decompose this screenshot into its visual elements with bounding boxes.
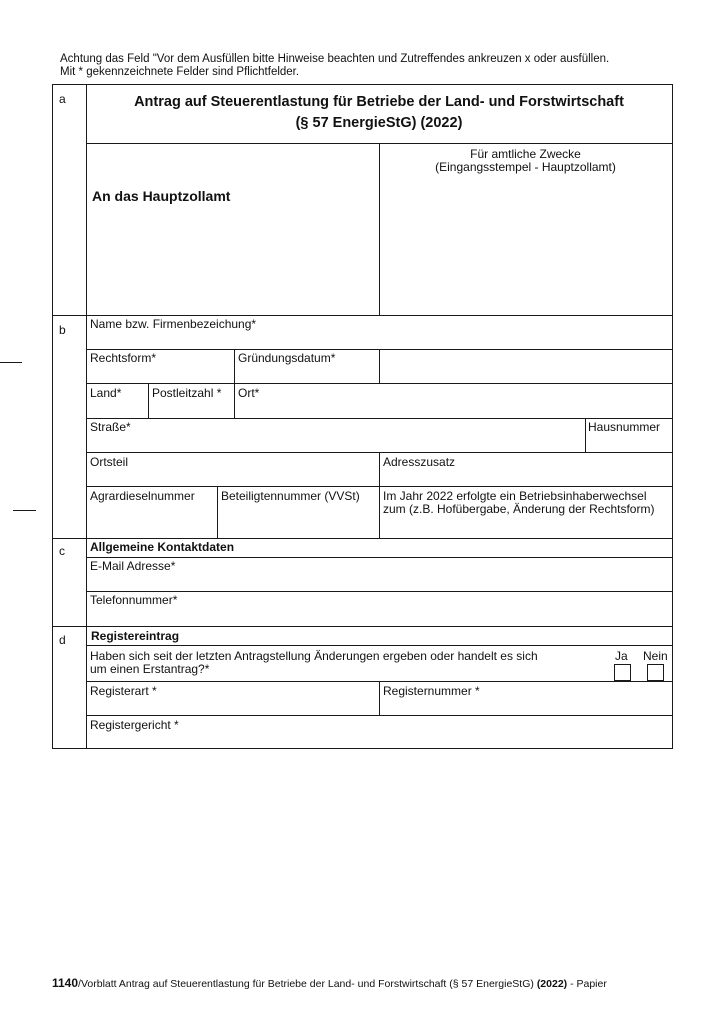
registernummer-field[interactable] (380, 699, 671, 714)
stamp-area (380, 176, 671, 314)
registergericht-label: Registergericht * (90, 718, 179, 732)
section-letter-c: c (59, 544, 65, 558)
nein-label: Nein (643, 649, 668, 663)
footer-year: (2022) (536, 978, 568, 990)
registereintrag-question: Haben sich seit der letzten Antragstellung Änderungen ergeben oder handelt es sich (90, 649, 538, 663)
email-label: E-Mail Adresse* (90, 559, 176, 573)
section-letter-a: a (59, 92, 66, 106)
beteiligtennummer-label: Beteiligtennummer (VVSt) (221, 489, 360, 503)
ortsteil-label: Ortsteil (90, 455, 129, 469)
telefon-field[interactable] (87, 608, 671, 625)
beteiligtennummer-field[interactable] (218, 504, 378, 537)
email-field[interactable] (87, 574, 671, 590)
betriebsinhaberwechsel-field[interactable] (380, 517, 671, 537)
footer (52, 976, 607, 990)
registereintrag-heading: Registereintrag (91, 629, 180, 643)
betriebsinhaberwechsel-hint: zum (z.B. Hofübergabe, Änderung der Rechtsform) (383, 502, 655, 516)
official-use-label: Für amtliche Zwecke (470, 147, 581, 161)
ort-label: Ort* (238, 386, 260, 400)
strasse-label: Straße* (90, 420, 131, 434)
registergericht-field[interactable] (87, 733, 671, 747)
hauptzollamt-field[interactable] (87, 208, 378, 314)
notice-line-2: Mit * gekennzeichnete Felder sind Pflichtfelder. (60, 66, 300, 78)
rechtsform-field[interactable] (87, 366, 233, 382)
name-field[interactable] (87, 332, 671, 348)
hausnummer-field[interactable] (586, 435, 671, 451)
form-subtitle: (§ 57 EnergieStG) (2022) (295, 115, 463, 131)
official-stamp-label: (Eingangsstempel - Hauptzollamt) (435, 160, 616, 174)
notice-line-1: Achtung das Feld "Vor dem Ausfüllen bitte Hinweise beachten und Zutreffendes ankreuzen x oder ausfüllen. (60, 53, 610, 65)
gruendungsdatum-field[interactable] (380, 350, 671, 382)
strasse-field[interactable] (87, 435, 584, 451)
registerart-label: Registerart * (90, 684, 157, 698)
section-letter-d: d (59, 633, 66, 647)
margin-tick (13, 510, 36, 511)
postleitzahl-field[interactable] (149, 401, 233, 417)
margin-tick (0, 362, 22, 363)
section-letter-b: b (59, 323, 66, 337)
rechtsform-label: Rechtsform* (90, 351, 157, 365)
registerart-field[interactable] (87, 699, 378, 714)
ja-checkbox[interactable] (614, 664, 631, 681)
ortsteil-field[interactable] (87, 470, 378, 485)
hausnummer-label: Hausnummer (588, 420, 661, 434)
nein-checkbox[interactable] (647, 664, 664, 681)
form-title: Antrag auf Steuerentlastung für Betriebe der Land- und Forstwirtschaft (134, 94, 624, 110)
registernummer-label: Registernummer * (383, 684, 480, 698)
land-field[interactable] (87, 401, 147, 417)
name-label: Name bzw. Firmenbezeichung* (90, 317, 257, 331)
agrardieselnummer-label: Agrardieselnummer (90, 489, 195, 503)
footer-text: /Vorblatt Antrag auf Steuerentlastung für Betriebe der Land- und Forstwirtschaft (§ 57 EnergieStG) (78, 978, 537, 990)
land-label: Land* (90, 386, 122, 400)
kontaktdaten-heading: Allgemeine Kontaktdaten (90, 540, 235, 554)
gruendungsdatum-label: Gründungsdatum* (238, 351, 336, 365)
adresszusatz-label: Adresszusatz (383, 455, 456, 469)
postleitzahl-label: Postleitzahl * (152, 386, 222, 400)
agrardieselnummer-field[interactable] (87, 504, 216, 537)
adresszusatz-field[interactable] (380, 470, 671, 485)
telefon-label: Telefonnummer* (90, 593, 178, 607)
betriebsinhaberwechsel-label: Im Jahr 2022 erfolgte ein Betriebsinhaberwechsel (383, 489, 647, 503)
footer-suffix: - Papier (567, 978, 607, 990)
form-number: 1140 (52, 976, 79, 990)
recipient-label: An das Hauptzollamt (92, 188, 231, 204)
ja-label: Ja (615, 649, 628, 663)
registereintrag-question-cont: um einen Erstantrag?* (90, 662, 210, 676)
ort-field[interactable] (235, 401, 671, 417)
